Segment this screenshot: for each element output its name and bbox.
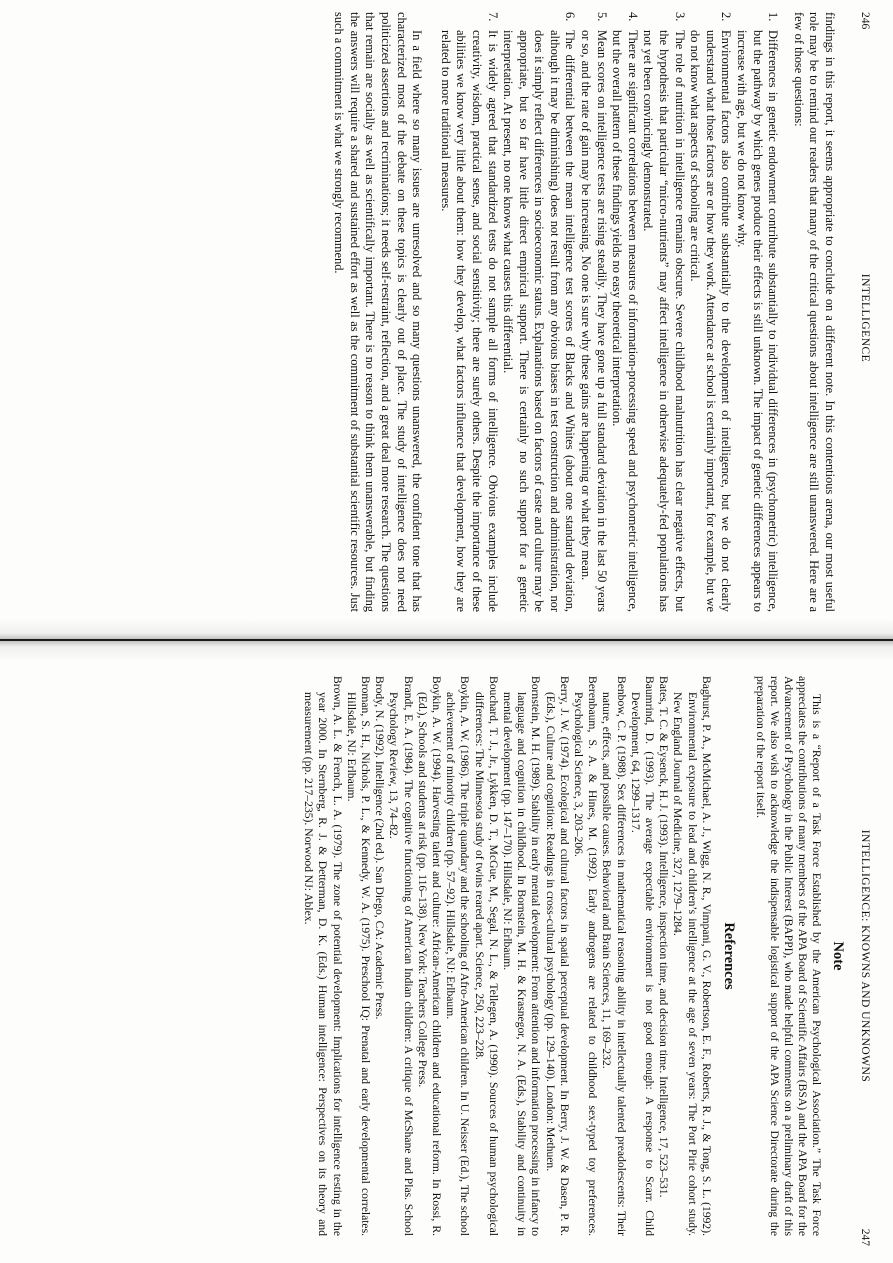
note-paragraph: This is a “Report of a Task Force Established by the American Psychological Association.” The Task Force appreciates the contributions of many members of the APA Board of Scientific Affairs (BSA) and the APA Board for the Advancement of Psychology in the Public Interest (BAPPI), who made helpful comments on a preliminary draft of this report. We also wish to acknowledge the indispensable logistical support of the APA Science Directorate during the preparation of the report itself. <box>753 676 824 1236</box>
question-number: 2. <box>719 12 734 22</box>
question-item <box>500 12 578 612</box>
reference-entry: Brown, A. L. & French, L. A. (1979). The zone of potential development: Implications for intelligence testing in the year 2000. In Sternberg, R. J. & Detterman, D. K. (Eds.) Human intelligence: Perspectives on its theory and measurement (pp. 217–235). Norwood NJ: Ablex. <box>302 676 344 1236</box>
left-page-body <box>331 12 837 612</box>
reference-entry: Baumrind, D. (1993). The average expectable environment is not good enough: A response to Scarr. Child Development, 64, 1299–1317. <box>628 676 656 1236</box>
question-item <box>609 12 640 612</box>
question-item <box>578 12 609 612</box>
reference-entry: Broman, S. H., Nichols, P. L., & Kennedy, W. A. (1975). Preschool IQ: Prenatal and early developmental correlates. Hillsdale, NJ: Erlbaum. <box>344 676 372 1236</box>
question-item <box>437 12 499 612</box>
note-heading: Note <box>830 941 846 971</box>
reference-entry: Benbow, C. P. (1988). Sex differences in mathematical reasoning ability in intellectually talented preadolescents: Their nature, effects, and possible causes. Behavioral and Brain Sciences, 11, 169–232. <box>600 676 628 1236</box>
reference-entry: Baghurst, P. A., McMichael, A. J., Wigg, N. R., Vimpani, G. V., Robertson, E. F., Roberts, R. J., & Tong, S. L. (1992). Environmental exposure to lead and children’s intelligence at the age of seven years: The Port Pirie cohort study. New England Journal of Medicine, 327, 1279–1284. <box>671 676 713 1236</box>
reference-entry: Bouchard, T. J., Jr., Lykken, D. T., McGue, M., Segal, N. L., & Tellegen, A. (1990). Sources of human psychological differences: The Minnesota study of twins reared apart. Science, 250, 223–228. <box>472 676 500 1236</box>
question-text: The role of nutrition in intelligence remains obscure. Severe childhood malnutrition has clear negative effects, but the hypothesis that particular “micro-nutrients” may affect intelligence in otherwise adequately-fed populations has not yet been convincingly demonstrated. <box>641 30 687 612</box>
question-item <box>640 12 687 612</box>
question-number: 1. <box>766 12 781 22</box>
reference-entry: Brandt, E. A. (1984). The cognitive functioning of American Indian children: A critique of McShane and Plas. School Psychology Review, 13, 74–82. <box>387 676 415 1236</box>
page-number-left: 246 <box>859 12 871 30</box>
page-number-right: 247 <box>859 1228 871 1246</box>
intro-paragraph: findings in this report, it seems appropriate to conclude on a different note. In this contentious arena, our most useful role may be to remind our readers that many of the critical questions about intelligence are still unanswered. Here are a few of those questions: <box>791 12 837 612</box>
question-number: 3. <box>672 12 687 22</box>
closing-paragraph: In a field where so many issues are unresolved and so many questions unanswered, the confident tone that has characterized most of the debate on these topics is clearly out of place. The study of intelligence does not need politicized assertions and recriminations; it needs self-restraint, reflection, and a great deal more research. The questions that remain are socially as well as scientifically important. There is no reason to think them unanswerable, but finding the answers will require a shared and sustained effort as well as the commitment of substantial scientific resources. Just such a commitment is what we strongly recommend. <box>332 12 425 612</box>
open-questions-list <box>437 12 780 612</box>
question-text: It is widely agreed that standardized tests do not sample all forms of intelligence. Obvious examples include creativity, wisdom, practical sense, and social sensitivity; there are surely others. Despite the importance of these abilities we know very little about them: how they develop, what factors influence that development, how they are related to more traditional measures. <box>438 30 500 612</box>
reference-entry: Berry, J. W. (1974). Ecological and cultural factors in spatial perceptual development. In Berry, J. W. & Dasen, P. R. (Eds.), Culture and cognition: Readings in cross-cultural psychology (pp. 129–140). London: Methuen. <box>543 676 571 1236</box>
running-head-right: INTELLIGENCE: KNOWNS AND UNKNOWNS <box>859 829 871 1083</box>
question-item <box>733 12 780 612</box>
question-number: 7. <box>485 12 500 22</box>
reference-entry: Boykin, A. W. (1986). The triple quandary and the schooling of Afro-American children. In U. Neisser (Ed.), The school achievement of minority children (pp. 57–92). Hillsdale, NJ: Erlbaum. <box>444 676 472 1236</box>
reference-entry: Brody, N. (1992). Intelligence (2nd ed.). San Diego, CA: Academic Press. <box>373 676 387 1020</box>
question-number: 5. <box>594 12 609 22</box>
reference-entry: Bates, T. C. & Eysenck, H. J. (1993). Intelligence, inspection time, and decision time. Intelligence, 17, 523–531. <box>657 676 671 1198</box>
reference-entry: Boykin, A. W. (1994). Harvesting talent and culture: African-American children and educational reform. In Rossi, R. (Ed.), Schools and students at risk (pp. 116–138). New York: Teachers College Press. <box>415 676 443 1236</box>
question-number: 4. <box>625 12 640 22</box>
right-page-body <box>301 676 845 1236</box>
question-text: The differential between the mean intelligence test scores of Blacks and Whites (about one standard deviation, although it may be diminishing) does not result from any obvious biases in test construction and administration, nor does it simply reflect differences in socioeconomic status. Explanations based on factors of caste and culture may be appropriate, but so far have little direct empirical support. There is certainly no such support for a genetic interpretation. At present, no one knows what causes this differential. <box>501 30 578 612</box>
reference-entry: Berenbaum, S. A. & Hines, M. (1992). Early androgens are related to childhood sex-typed toy preferences. Psychological Science, 3, 203–206. <box>571 676 600 1236</box>
question-text: Mean scores on intelligence tests are rising steadily. They have gone up a full standard deviation in the last 50 years or so, and the rate of gain may be increasing. No one is sure why these gains are happening or what they mean. <box>579 30 609 612</box>
running-head-left: INTELLIGENCE <box>859 273 871 363</box>
right-page <box>0 640 893 1260</box>
question-text: There are significant correlations between measures of information-processing speed and psychometric intelligence, but the overall pattern of these findings yields no easy theoretical interpretation. <box>610 30 640 612</box>
reference-entry: Bornstein, M. H. (1989). Stability in early mental development: From attention and information processing in infancy to language and cognition in childhood. In Bornstein, M. H. & Krasnegor, N. A. (Eds.), Stability and continuity in mental development (pp. 147–170). Hillsdale, NJ: Erlbaum. <box>500 676 543 1236</box>
reference-list <box>301 676 713 1236</box>
question-item <box>687 12 734 612</box>
question-text: Differences in genetic endowment contribute substantially to individual differences in (psychometric) intelligence, but the pathway by which genes produce their effects is still unknown. The impact of genetic differences appears to increase with age, but we do not know why. <box>735 30 781 612</box>
references-heading: References <box>721 922 738 990</box>
question-number: 6. <box>563 12 578 22</box>
question-text: Environmental factors also contribute substantially to the development of intelligence, but we do not clearly understand what those factors are or how they work. Attendance at school is certainly important, for example, but we do not know what aspects of schooling are critical. <box>688 30 734 612</box>
